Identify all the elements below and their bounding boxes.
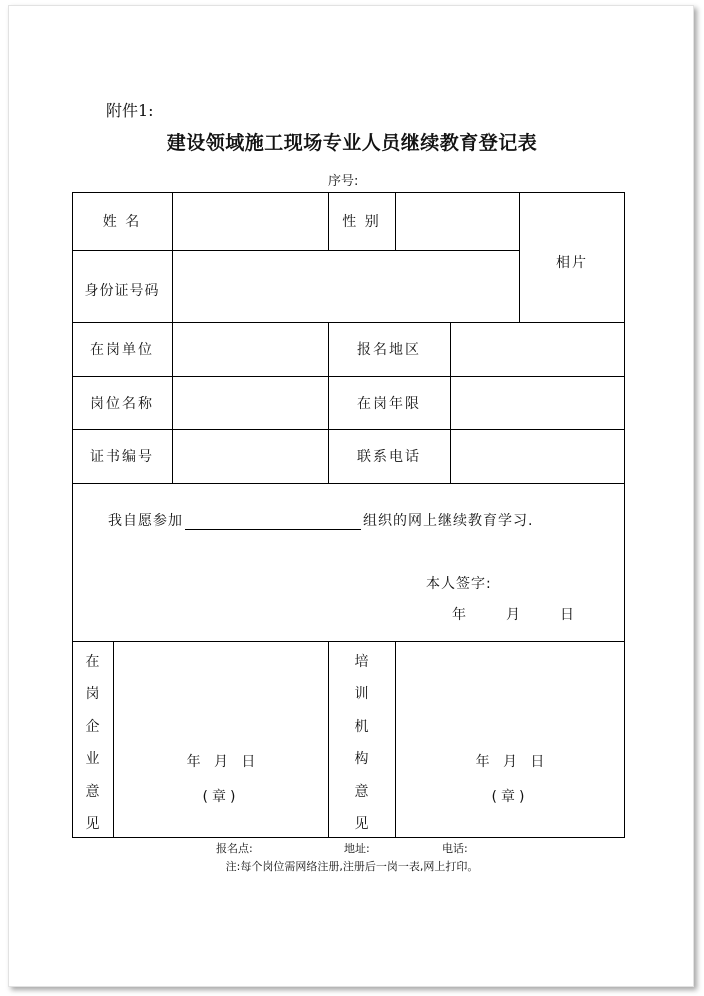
signature-label: 本人签字: — [426, 576, 492, 592]
certificate-label: 证书编号 — [90, 449, 154, 465]
region-label: 报名地区 — [357, 342, 421, 358]
years-label: 在岗年限 — [357, 395, 421, 412]
certificate-field[interactable] — [173, 429, 328, 483]
address-label: 地址: — [344, 842, 370, 855]
id-number-field[interactable] — [173, 250, 519, 322]
gender-label: 性 别 — [342, 214, 381, 230]
position-label: 岗位名称 — [90, 395, 154, 412]
institution-opinion-label: 培 训 机 构 意 见 — [354, 654, 369, 832]
serial-number-label: 序号: — [328, 174, 359, 189]
employer-field[interactable] — [173, 322, 328, 376]
years-field[interactable] — [451, 376, 624, 429]
date-month: 月 — [506, 607, 520, 623]
signature-date — [452, 604, 574, 624]
attachment-label: 附件1: — [106, 101, 154, 120]
statement — [108, 510, 533, 530]
organizer-blank[interactable] — [185, 515, 361, 530]
photo-label: 相片 — [556, 255, 588, 271]
phone-field[interactable] — [451, 429, 624, 483]
name-field[interactable] — [173, 192, 328, 250]
name-label: 姓 名 — [102, 214, 142, 230]
enterprise-opinion-date: 年 月 日 — [186, 754, 256, 770]
enterprise-seal: (章) — [202, 789, 240, 805]
photo-box — [520, 192, 624, 322]
registration-point: 报名点: — [216, 842, 253, 855]
position-field[interactable] — [173, 376, 328, 429]
employer-label: 在岗单位 — [90, 342, 154, 358]
statement-suffix: 组织的网上继续教育学习. — [363, 513, 534, 529]
region-field[interactable] — [451, 322, 624, 376]
institution-opinion-area[interactable] — [396, 641, 624, 837]
gender-field[interactable] — [396, 192, 519, 250]
enterprise-opinion-area[interactable] — [114, 641, 328, 837]
date-year: 年 — [452, 607, 466, 623]
telephone-label: 电话: — [442, 842, 468, 855]
institution-opinion-date: 年 月 日 — [475, 754, 545, 770]
footer-note: 注:每个岗位需网络注册,注册后一岗一表,网上打印。 — [225, 860, 479, 873]
statement-prefix: 我自愿参加 — [108, 513, 183, 529]
institution-seal: (章) — [491, 789, 529, 805]
id-number-label: 身份证号码 — [84, 283, 160, 299]
enterprise-opinion-label: 在 岗 企 业 意 见 — [85, 654, 100, 832]
date-day: 日 — [560, 607, 574, 623]
form-title: 建设领域施工现场专业人员继续教育登记表 — [166, 132, 538, 154]
phone-label: 联系电话 — [357, 449, 421, 465]
